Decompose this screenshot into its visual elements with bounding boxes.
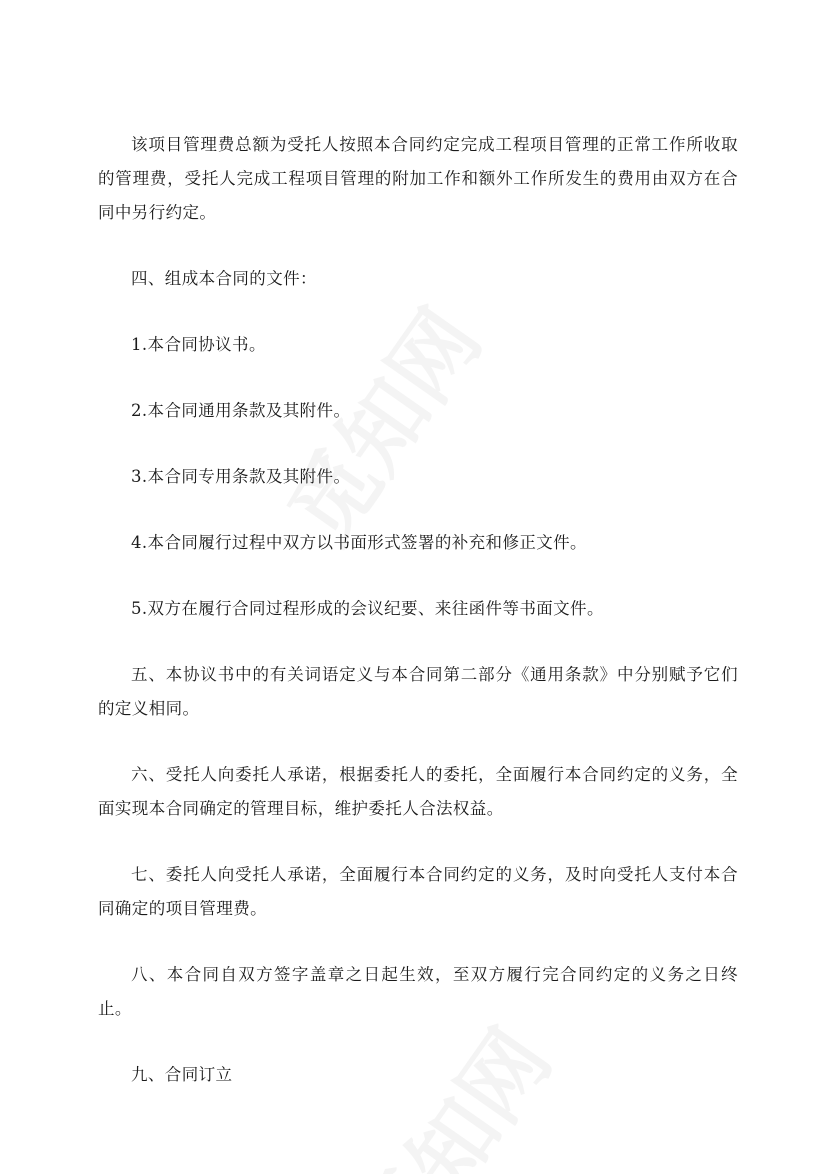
document-body: [98, 128, 738, 1124]
list-item: 2.本合同通用条款及其附件。: [131, 401, 351, 420]
section-heading-contract-documents: 四、组成本合同的文件：: [131, 269, 317, 288]
list-item: 4.本合同履行过程中双方以书面形式签署的补充和修正文件。: [131, 533, 587, 552]
paragraph-trustee-commitment: 六、受托人向委托人承诺，根据委托人的委托，全面履行本合同约定的义务，全面实现本合同确定的管理目标，维护委托人合法权益。: [98, 765, 738, 818]
paragraph-effective-date: 八、本合同自双方签字盖章之日起生效，至双方履行完合同约定的义务之日终止。: [98, 965, 738, 1018]
paragraph-management-fee: 该项目管理费总额为受托人按照本合同约定完成工程项目管理的正常工作所收取的管理费，受托人完成工程项目管理的附加工作和额外工作所发生的费用由双方在合同中另行约定。: [98, 135, 738, 222]
paragraph-definitions: 五、本协议书中的有关词语定义与本合同第二部分《通用条款》中分别赋予它们的定义相同。: [98, 665, 738, 718]
list-item: 5.双方在履行合同过程形成的会议纪要、来往函件等书面文件。: [131, 599, 604, 618]
paragraph-client-commitment: 七、委托人向受托人承诺，全面履行本合同约定的义务，及时向受托人支付本合同确定的项目管理费。: [98, 865, 738, 918]
list-item: 1.本合同协议书。: [131, 335, 266, 354]
list-item: 3.本合同专用条款及其附件。: [131, 467, 351, 486]
section-heading-contract-signing: 九、合同订立: [131, 1065, 233, 1084]
